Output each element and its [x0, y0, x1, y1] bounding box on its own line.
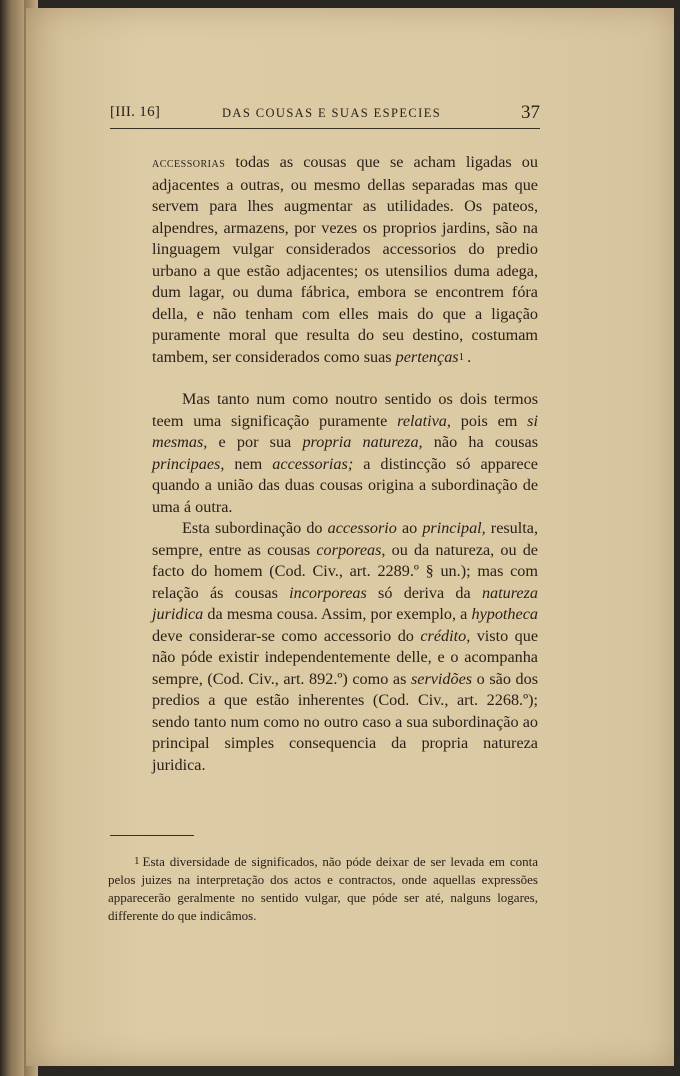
p3-text-9: o são dos predios a que estão inherentes (Cod. Civ., art. 2268.º); sendo tanto num como no outro caso a sua subordinação ao principal simples consequencia da propria natureza juridica. — [152, 669, 538, 774]
p3-text-2: ao — [396, 519, 423, 537]
p3-italic-2: principal, — [422, 519, 486, 537]
main-text — [152, 152, 538, 776]
p3-text-3: resulta, sempre, entre as cousas — [152, 519, 538, 559]
paragraph1-end: . — [467, 347, 472, 366]
p2-text-2: pois em — [450, 411, 528, 430]
p3-italic-7: crédito, — [420, 626, 471, 645]
p3-italic-5: natureza juridica — [152, 583, 538, 623]
p2-text-1: Mas tanto num como noutro sentido os dois termos teem uma significação puramente — [152, 390, 538, 430]
p2-text-5: nem — [224, 454, 273, 473]
p3-italic-4: incorporeas — [289, 583, 367, 602]
running-title: DAS COUSAS E SUAS ESPECIES — [222, 106, 442, 120]
p3-text-7: deve considerar-se como accessorio do — [152, 626, 421, 645]
footnote-marker: 1 — [134, 855, 140, 867]
running-header — [110, 102, 540, 128]
p3-text-6: da mesma cousa. Assim, por exemplo, a — [203, 605, 472, 623]
section-reference: [III. 16] — [110, 104, 161, 120]
p3-text-5: só deriva da — [366, 583, 482, 602]
header-rule — [110, 128, 540, 129]
p3-text-8: visto que não póde existir independentemente delle, e o acompanha sempre, (Cod. Civ., art. 892.º) como as — [152, 626, 539, 688]
footnote-text: Esta diversidade de significados, não póde deixar de ser levada em conta pelos juizes na interpretação dos actos e contractos, onde aquellas expressões apparecerão geralmente no sentido vulgar, que póde ser até, nalguns logares, differente do que indicâmos. — [108, 854, 538, 923]
lead-word: accessorias — [152, 156, 226, 171]
p2-italic-1: relativa, — [397, 411, 451, 430]
p2-italic-5: accessorias; — [272, 454, 354, 473]
p2-italic-2: si mesmas, — [152, 411, 538, 451]
p3-italic-6: hypotheca — [471, 605, 538, 623]
p3-italic-8: servidões — [410, 669, 473, 688]
p3-text-4: ou da natureza, ou de facto do homem (Cod. Civ., art. 2289.º § un.); mas com relação ás cousas — [152, 540, 538, 602]
paragraph-relativa — [152, 389, 538, 518]
p2-italic-4: principaes, — [152, 454, 225, 473]
p2-text-3: e por sua — [207, 433, 303, 451]
italic-pertencas: pertenças — [395, 347, 459, 366]
p3-text-1: Esta subordinação do — [182, 519, 328, 537]
adjacent-page-edge — [0, 0, 24, 1076]
footnote — [108, 852, 538, 925]
paragraph1-text: todas as cousas que se acham ligadas ou adjacentes a outras, ou mesmo dellas separadas mas que servem para lhes augmentar as utilidades. Os pateos, alpendres, armazens, por vezes os proprios jardins, são na linguagem vulgar considerados accessorios do predio urbano a que estão adjacentes; os utensilios duma adega, dum lagar, ou duma fábrica, embora se encontrem fóra della, e não tenham com elles mais do que a ligação puramente moral que resulta do seu destino, costumam tambem, ser considerados como suas — [152, 153, 538, 366]
p2-text-4: não ha cousas — [422, 433, 538, 451]
p2-text-6: a distincção só apparece quando a união das duas cousas origina a subordinação de uma á outra. — [152, 454, 538, 516]
paragraph-subordinacao — [152, 518, 538, 776]
p3-italic-3: corporeas, — [316, 540, 386, 559]
footnote-rule — [110, 835, 194, 836]
paragraph-accessorias — [152, 152, 538, 368]
p2-italic-3: propria natureza, — [302, 433, 423, 451]
page-number: 37 — [521, 102, 540, 123]
p3-italic-1: accessorio — [327, 519, 397, 537]
footnote-reference: 1 — [458, 350, 465, 363]
